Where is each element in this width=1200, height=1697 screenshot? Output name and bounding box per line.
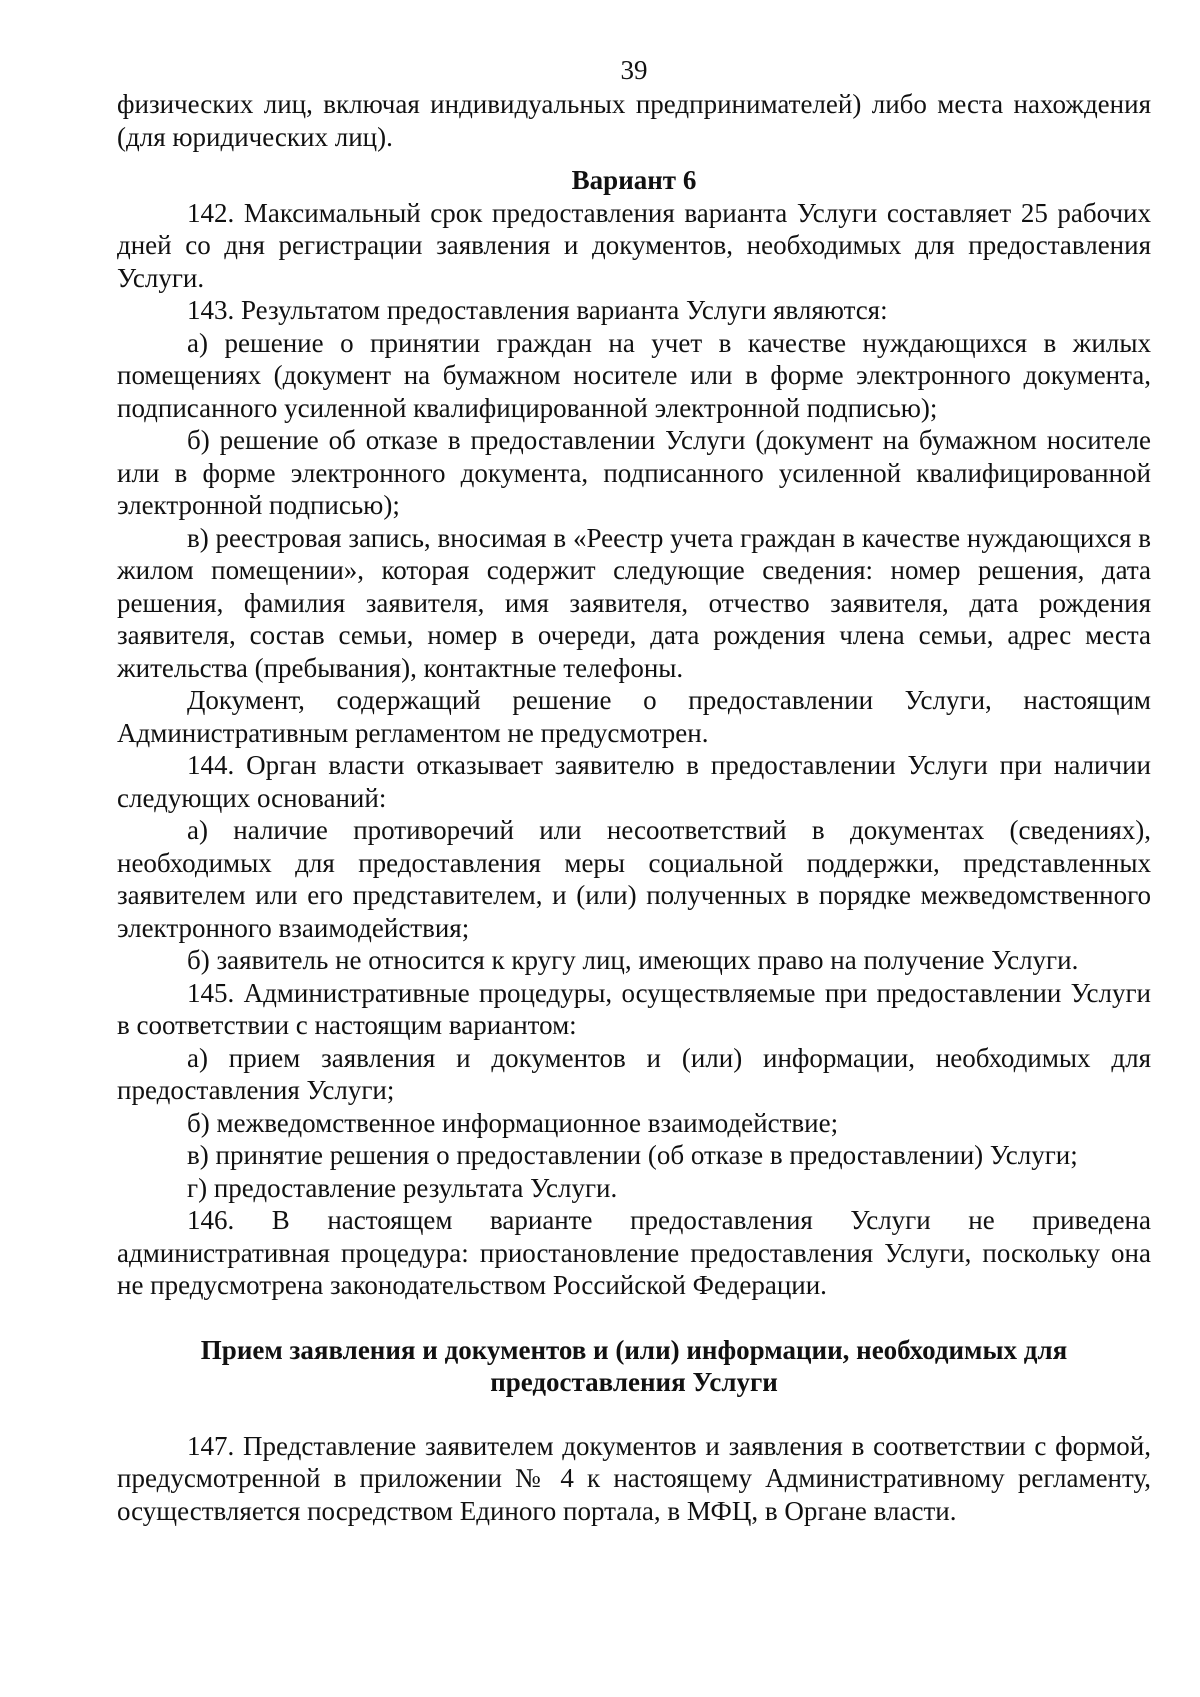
list-item-145-b: б) межведомственное информационное взаимодействие; (187, 1107, 839, 1138)
list-item-143-c: в) реестровая запись, вносимая в «Реестр учета граждан в качестве нуждающихся в жилом помещении», которая содержит следующие сведения: номер решения, дата решения, фамилия заявителя, имя заявителя, отчество заявителя, дата рождения заявителя, состав семьи, номер в очереди, дата рождения члена семьи, адрес места жительства (пребывания), контактные телефоны. (117, 522, 1151, 683)
paragraph-146: 146. В настоящем варианте предоставления Услуги не приведена административная процедура: приостановление предоставления Услуги, поскольку она не предусмотрена законодательством Российской Федерации. (117, 1205, 1151, 1300)
section-heading: Прием заявления и документов и (или) информации, необходимых для предоставления Услуги (200, 1334, 1068, 1397)
continuation-paragraph: физических лиц, включая индивидуальных предпринимателей) либо места нахождения (для юридических лиц). (117, 89, 1151, 152)
paragraph-147: 147. Представление заявителем документов и заявления в соответствии с формой, предусмотренной в приложении № 4 к настоящему Административному регламенту, осуществляется посредством Единого портала, в МФЦ, в Органе власти. (117, 1430, 1151, 1526)
list-item-143-b: б) решение об отказе в предоставлении Услуги (документ на бумажном носителе или в форме электронного документа, подписанного усиленной квалифицированной электронной подписью); (117, 425, 1151, 520)
document-page (117, 52, 1151, 1527)
list-item-145-c: в) принятие решения о предоставлении (об отказе в предоставлении) Услуги; (187, 1140, 1078, 1170)
list-item-144-b: б) заявитель не относится к кругу лиц, имеющих право на получение Услуги. (187, 945, 1079, 975)
paragraph-145: 145. Административные процедуры, осуществляемые при предоставлении Услуги в соответствии с настоящим вариантом: (117, 977, 1151, 1040)
paragraph-144: 144. Орган власти отказывает заявителю в предоставлении Услуги при наличии следующих оснований: (117, 750, 1151, 813)
paragraph-143: 143. Результатом предоставления варианта Услуги являются: (187, 295, 888, 325)
variant-heading: Вариант 6 (571, 165, 697, 195)
list-item-145-d: г) предоставление результата Услуги. (187, 1172, 618, 1203)
page-number: 39 (620, 55, 648, 85)
list-item-144-a: а) наличие противоречий или несоответствий в документах (сведениях), необходимых для предоставления меры социальной поддержки, представленных заявителем или его представителем, и (или) полученных в порядке межведомственного электронного взаимодействия; (117, 815, 1151, 943)
paragraph-document-note: Документ, содержащий решение о предоставлении Услуги, настоящим Административным регламентом не предусмотрен. (117, 685, 1151, 748)
list-item-143-a: а) решение о принятии граждан на учет в качестве нуждающихся в жилых помещениях (документ на бумажном носителе или в форме электронного документа, подписанного усиленной квалифицированной электронной подписью); (117, 327, 1151, 423)
list-item-145-a: а) прием заявления и документов и (или) информации, необходимых для предоставления Услуги; (117, 1042, 1151, 1105)
paragraph-142: 142. Максимальный срок предоставления варианта Услуги составляет 25 рабочих дней со дня регистрации заявления и документов, необходимых для предоставления Услуги. (117, 197, 1151, 293)
